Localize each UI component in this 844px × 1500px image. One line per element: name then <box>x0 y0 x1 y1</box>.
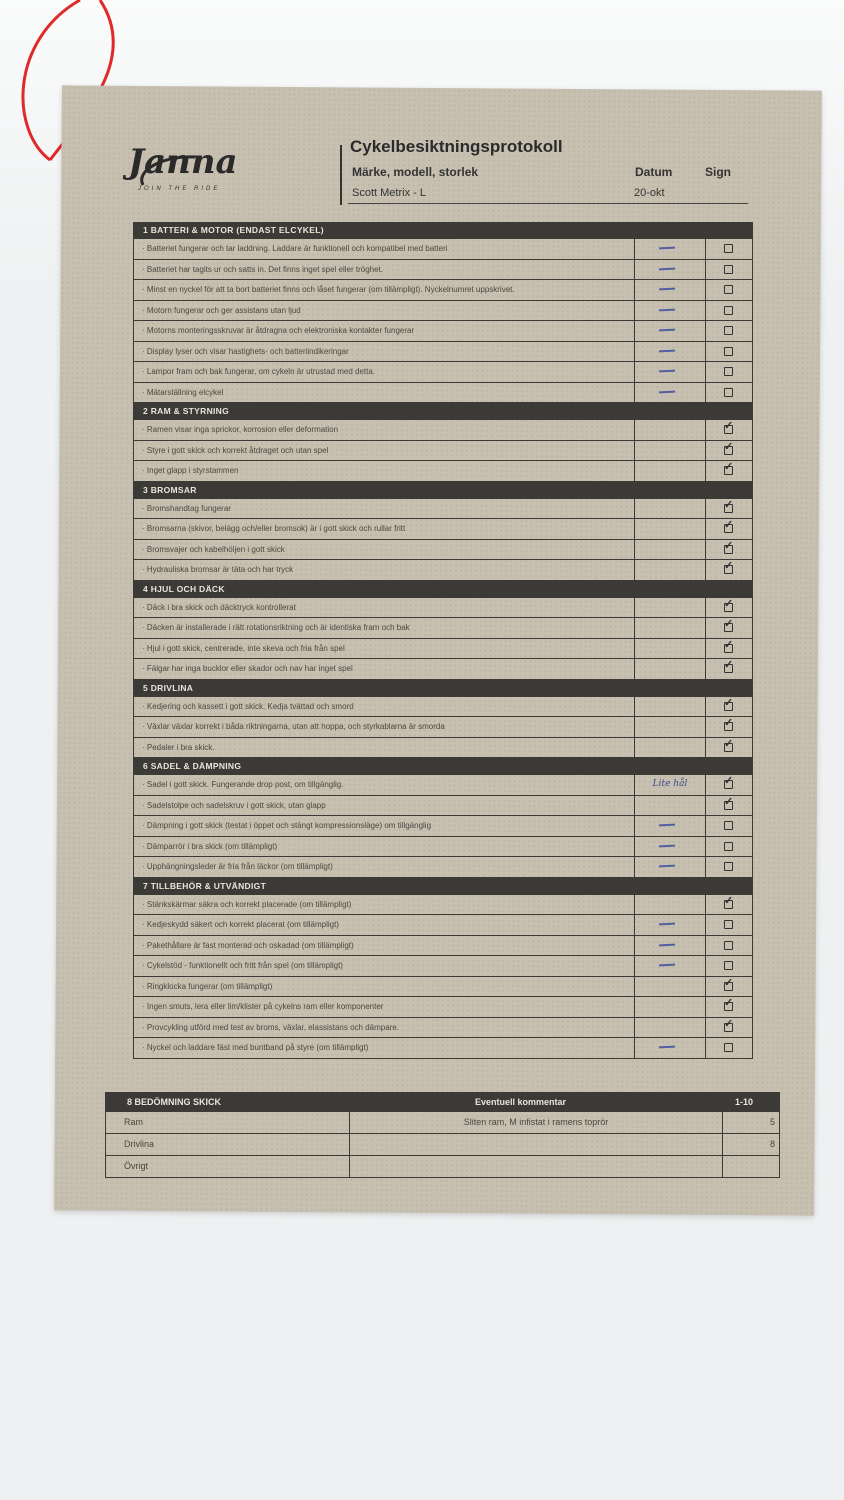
sign-cell <box>705 461 752 481</box>
checkbox[interactable] <box>724 1043 733 1052</box>
checkbox[interactable] <box>724 545 733 554</box>
sign-cell <box>705 540 752 560</box>
checklist-row <box>133 519 753 540</box>
assessment-label: Ram <box>124 1117 144 1127</box>
section-header: 3 BROMSAR <box>133 482 753 499</box>
date-cell[interactable] <box>634 321 705 341</box>
header-divider <box>340 145 342 205</box>
sign-cell <box>705 260 752 280</box>
checkbox[interactable] <box>724 842 733 851</box>
checkbox[interactable] <box>724 722 733 731</box>
model-value: Scott Metrix - L <box>352 187 426 199</box>
checkbox[interactable] <box>724 446 733 455</box>
checklist-item-text: · Nyckel och laddare fäst med buntband på styre (om tillämpligt) <box>134 1038 634 1058</box>
checklist-item-text: · Växlar växlar korrekt i båda riktningarna, utan att hoppa, och styrkablarna är smorda <box>134 717 634 737</box>
checkbox[interactable] <box>724 244 733 253</box>
date-cell[interactable] <box>634 1018 705 1038</box>
assessment-label: Drivlina <box>124 1139 155 1149</box>
dash-mark <box>659 390 675 392</box>
checklist-row <box>133 499 753 520</box>
date-cell[interactable] <box>634 997 705 1017</box>
dash-mark <box>659 943 675 945</box>
checkbox[interactable] <box>724 702 733 711</box>
checkbox[interactable] <box>724 524 733 533</box>
sign-cell <box>705 997 752 1017</box>
checkbox[interactable] <box>724 900 733 909</box>
checklist-item-text: · Kedjeskydd säkert och korrekt placerat (om tillämpligt) <box>134 915 634 935</box>
date-cell[interactable] <box>634 775 705 795</box>
date-cell[interactable] <box>634 420 705 440</box>
checklist-row <box>133 280 753 301</box>
sign-cell <box>705 383 752 403</box>
assessment-score[interactable]: 5 <box>722 1112 779 1133</box>
checkbox[interactable] <box>724 623 733 632</box>
checklist-row <box>133 420 753 441</box>
sign-cell <box>705 717 752 737</box>
date-cell[interactable] <box>634 260 705 280</box>
checklist-row <box>133 383 753 404</box>
dash-mark <box>659 865 675 867</box>
checklist-row <box>133 321 753 342</box>
checkbox[interactable] <box>724 306 733 315</box>
checklist <box>133 222 753 1059</box>
checklist-row <box>133 260 753 281</box>
checkbox[interactable] <box>724 920 733 929</box>
sign-cell <box>705 895 752 915</box>
sign-cell <box>705 618 752 638</box>
sign-cell <box>705 738 752 758</box>
date-cell[interactable] <box>634 796 705 816</box>
sign-cell <box>705 857 752 877</box>
checkbox[interactable] <box>724 644 733 653</box>
checkbox[interactable] <box>724 265 733 274</box>
date-cell[interactable] <box>634 837 705 857</box>
date-cell[interactable] <box>634 915 705 935</box>
date-value: 20-okt <box>634 187 665 199</box>
section-header: 5 DRIVLINA <box>133 680 753 697</box>
section-header: 7 TILLBEHÖR & UTVÄNDIGT <box>133 878 753 895</box>
checklist-item-text: · Dämparrör i bra skick (om tillämpligt) <box>134 837 634 857</box>
checklist-row <box>133 1018 753 1039</box>
dash-mark <box>659 267 675 269</box>
assessment-score[interactable] <box>722 1156 779 1177</box>
sign-cell <box>705 796 752 816</box>
checklist-row <box>133 857 753 878</box>
checkbox[interactable] <box>724 1002 733 1011</box>
date-cell[interactable] <box>634 540 705 560</box>
checklist-row <box>133 837 753 858</box>
checklist-row <box>133 697 753 718</box>
dash-mark <box>659 247 675 249</box>
checklist-item-text: · Däck i bra skick och däcktryck kontrollerat <box>134 598 634 618</box>
checklist-row <box>133 461 753 482</box>
checkbox[interactable] <box>724 425 733 434</box>
date-cell[interactable] <box>634 1038 705 1058</box>
assessment-row <box>105 1112 780 1134</box>
assessment-label: Övrigt <box>124 1161 149 1171</box>
assessment-comment[interactable]: Sliten ram, M infistat i ramens toprör <box>349 1112 722 1133</box>
checkbox[interactable] <box>724 743 733 752</box>
checklist-item-text: · Sadel i gott skick. Fungerande drop post, om tillgänglig. <box>134 775 634 795</box>
checkbox[interactable] <box>724 1023 733 1032</box>
sign-cell <box>705 837 752 857</box>
sign-cell <box>705 1038 752 1058</box>
dash-mark <box>659 964 675 966</box>
checklist-row <box>133 915 753 936</box>
checkbox[interactable] <box>724 780 733 789</box>
sign-cell <box>705 598 752 618</box>
assessment-row <box>105 1156 780 1178</box>
date-cell[interactable] <box>634 697 705 717</box>
checkbox[interactable] <box>724 961 733 970</box>
date-cell[interactable] <box>634 639 705 659</box>
checklist-item-text: · Hydrauliska bromsar är täta och har tryck <box>134 560 634 580</box>
checklist-row <box>133 540 753 561</box>
date-cell[interactable] <box>634 598 705 618</box>
checklist-item-text: · Fälgar har inga bucklor eller skador och nav har inget spel <box>134 659 634 679</box>
checklist-item-text: · Ingen smuts, lera eller lim/klister på cykelns ram eller komponenter <box>134 997 634 1017</box>
checklist-row <box>133 239 753 260</box>
dash-mark <box>659 923 675 925</box>
checklist-row <box>133 895 753 916</box>
date-cell[interactable] <box>634 560 705 580</box>
checklist-item-text: · Bromsarna (skivor, belägg och/eller bromsok) är i gott skick och rullar fritt <box>134 519 634 539</box>
date-cell[interactable] <box>634 239 705 259</box>
checklist-row <box>133 816 753 837</box>
checklist-item-text: · Pedaler i bra skick. <box>134 738 634 758</box>
checklist-row <box>133 956 753 977</box>
checklist-row <box>133 738 753 759</box>
handwritten-note: Lite hål <box>652 779 688 789</box>
checklist-row <box>133 659 753 680</box>
dash-mark <box>659 308 675 310</box>
checklist-item-text: · Däcken är installerade i rätt rotationsriktning och är identiska fram och bak <box>134 618 634 638</box>
assessment-score[interactable]: 8 <box>722 1134 779 1155</box>
checklist-row <box>133 796 753 817</box>
checklist-item-text: · Sadelstolpe och sadelskruv i gott skick, utan glapp <box>134 796 634 816</box>
date-cell[interactable] <box>634 499 705 519</box>
header-line <box>348 203 748 204</box>
checklist-row <box>133 1038 753 1059</box>
checklist-item-text: · Dämpning i gott skick (testat i öppet och stängt kompressionsläge) om tillgänglig <box>134 816 634 836</box>
dash-mark <box>659 1046 675 1048</box>
dash-mark <box>659 370 675 372</box>
checklist-row <box>133 618 753 639</box>
checklist-item-text: · Upphängningsleder är fria från läckor (om tillämpligt) <box>134 857 634 877</box>
checkbox[interactable] <box>724 821 733 830</box>
checkbox[interactable] <box>724 862 733 871</box>
date-cell[interactable] <box>634 342 705 362</box>
checklist-item-text: · Pakethållare är fast monterad och oskadad (om tillämpligt) <box>134 936 634 956</box>
checklist-row <box>133 362 753 383</box>
date-cell[interactable] <box>634 895 705 915</box>
checkbox[interactable] <box>724 565 733 574</box>
dash-mark <box>659 349 675 351</box>
sign-cell <box>705 519 752 539</box>
checklist-item-text: · Inget glapp i styrstammen <box>134 461 634 481</box>
date-cell[interactable] <box>634 717 705 737</box>
checklist-row <box>133 717 753 738</box>
checklist-item-text: · Provcykling utförd med test av broms, växlar, elassistans och dämpare. <box>134 1018 634 1038</box>
checklist-row <box>133 997 753 1018</box>
sign-cell <box>705 936 752 956</box>
assessment-title: 8 BEDÖMNING SKICK <box>127 1097 222 1107</box>
dash-mark <box>659 844 675 846</box>
checklist-item-text: · Styre i gott skick och korrekt åtdraget och utan spel <box>134 441 634 461</box>
checklist-item-text: · Ringklocka fungerar (om tillämpligt) <box>134 977 634 997</box>
date-cell[interactable] <box>634 441 705 461</box>
checklist-item-text: · Bromshandtag fungerar <box>134 499 634 519</box>
sign-label: Sign <box>705 165 731 179</box>
dash-mark <box>659 329 675 331</box>
checkbox[interactable] <box>724 367 733 376</box>
checkbox[interactable] <box>724 504 733 513</box>
checklist-row <box>133 639 753 660</box>
checklist-row <box>133 342 753 363</box>
dash-mark <box>659 288 675 290</box>
sign-cell <box>705 816 752 836</box>
logo-tagline: JOIN THE RIDE <box>138 186 221 192</box>
assessment-header <box>105 1092 780 1112</box>
date-label: Datum <box>635 165 673 179</box>
checkbox[interactable] <box>724 664 733 673</box>
section-header: 6 SADEL & DÄMPNING <box>133 758 753 775</box>
sign-cell <box>705 977 752 997</box>
sign-cell <box>705 441 752 461</box>
date-cell[interactable] <box>634 956 705 976</box>
checklist-row <box>133 301 753 322</box>
page-title: Cykelbesiktningsprotokoll <box>350 137 563 156</box>
checklist-item-text: · Cykelstöd - funktionellt och fritt från spel (om tillämpligt) <box>134 956 634 976</box>
date-cell[interactable] <box>634 280 705 300</box>
checklist-row <box>133 775 753 796</box>
sign-cell <box>705 697 752 717</box>
checklist-item-text: · Mätarställning elcykel <box>134 383 634 403</box>
sign-cell <box>705 321 752 341</box>
sign-cell <box>705 362 752 382</box>
checklist-item-text: · Motorn fungerar och ger assistans utan ljud <box>134 301 634 321</box>
checklist-row <box>133 936 753 957</box>
checkbox[interactable] <box>724 347 733 356</box>
sign-cell <box>705 239 752 259</box>
checklist-item-text: · Motorns monteringsskruvar är åtdragna och elektroniska kontakter fungerar <box>134 321 634 341</box>
date-cell[interactable] <box>634 816 705 836</box>
score-label: 1-10 <box>735 1097 754 1107</box>
checklist-item-text: · Kedjering och kassett i gott skick. Kedja tvättad och smord <box>134 697 634 717</box>
sign-cell <box>705 301 752 321</box>
assessment-row <box>105 1134 780 1156</box>
sign-cell <box>705 659 752 679</box>
checklist-item-text: · Batteriet har tagits ur och satts in. Det finns inget spel eller tröghet. <box>134 260 634 280</box>
sign-cell <box>705 1018 752 1038</box>
section-header: 2 RAM & STYRNING <box>133 403 753 420</box>
checklist-row <box>133 977 753 998</box>
checkbox[interactable] <box>724 388 733 397</box>
checkbox[interactable] <box>724 982 733 991</box>
checklist-item-text: · Ramen visar inga sprickor, korrosion eller deformation <box>134 420 634 440</box>
sign-cell <box>705 499 752 519</box>
checklist-item-text: · Hjul i gott skick, centrerade, inte skeva och fria från spel <box>134 639 634 659</box>
date-cell[interactable] <box>634 857 705 877</box>
checkbox[interactable] <box>724 326 733 335</box>
checkbox[interactable] <box>724 941 733 950</box>
checkbox[interactable] <box>724 466 733 475</box>
sign-cell <box>705 639 752 659</box>
checklist-item-text: · Lampor fram och bak fungerar, om cykeln är utrustad med detta. <box>134 362 634 382</box>
dash-mark <box>659 824 675 826</box>
checklist-item-text: · Bromsvajer och kabelhöljen i gott skick <box>134 540 634 560</box>
assessment-comment[interactable] <box>349 1156 722 1177</box>
date-cell[interactable] <box>634 362 705 382</box>
assessment-table <box>105 1092 780 1178</box>
checkbox[interactable] <box>724 285 733 294</box>
date-cell[interactable] <box>634 519 705 539</box>
model-label: Märke, modell, storlek <box>352 165 479 179</box>
date-cell[interactable] <box>634 618 705 638</box>
date-cell[interactable] <box>634 936 705 956</box>
sign-cell <box>705 342 752 362</box>
logo: Janna <box>128 142 238 182</box>
checklist-row <box>133 441 753 462</box>
section-header: 1 BATTERI & MOTOR (ENDAST ELCYKEL) <box>133 222 753 239</box>
date-cell[interactable] <box>634 738 705 758</box>
date-cell[interactable] <box>634 383 705 403</box>
checklist-row <box>133 598 753 619</box>
sign-cell <box>705 560 752 580</box>
date-cell[interactable] <box>634 977 705 997</box>
date-cell[interactable] <box>634 659 705 679</box>
sign-cell <box>705 280 752 300</box>
checklist-row <box>133 560 753 581</box>
assessment-comment[interactable] <box>349 1134 722 1155</box>
checkbox[interactable] <box>724 603 733 612</box>
sign-cell <box>705 420 752 440</box>
section-header: 4 HJUL OCH DÄCK <box>133 581 753 598</box>
comment-label: Eventuell kommentar <box>475 1097 567 1107</box>
checklist-item-text: · Display lyser och visar hastighets- och batteriindikeringar <box>134 342 634 362</box>
checklist-item-text: · Batteriet fungerar och tar laddning. Laddare är funktionell och kompatibel med batteri <box>134 239 634 259</box>
date-cell[interactable] <box>634 301 705 321</box>
sign-cell <box>705 956 752 976</box>
checklist-item-text: · Minst en nyckel för att ta bort batteriet finns och låset fungerar (om tillämpligt). Nyckelnumret uppskrivet. <box>134 280 634 300</box>
date-cell[interactable] <box>634 461 705 481</box>
sign-cell <box>705 915 752 935</box>
sign-cell <box>705 775 752 795</box>
checklist-item-text: · Stänkskärmar säkra och korrekt placerade (om tillämpligt) <box>134 895 634 915</box>
checkbox[interactable] <box>724 801 733 810</box>
